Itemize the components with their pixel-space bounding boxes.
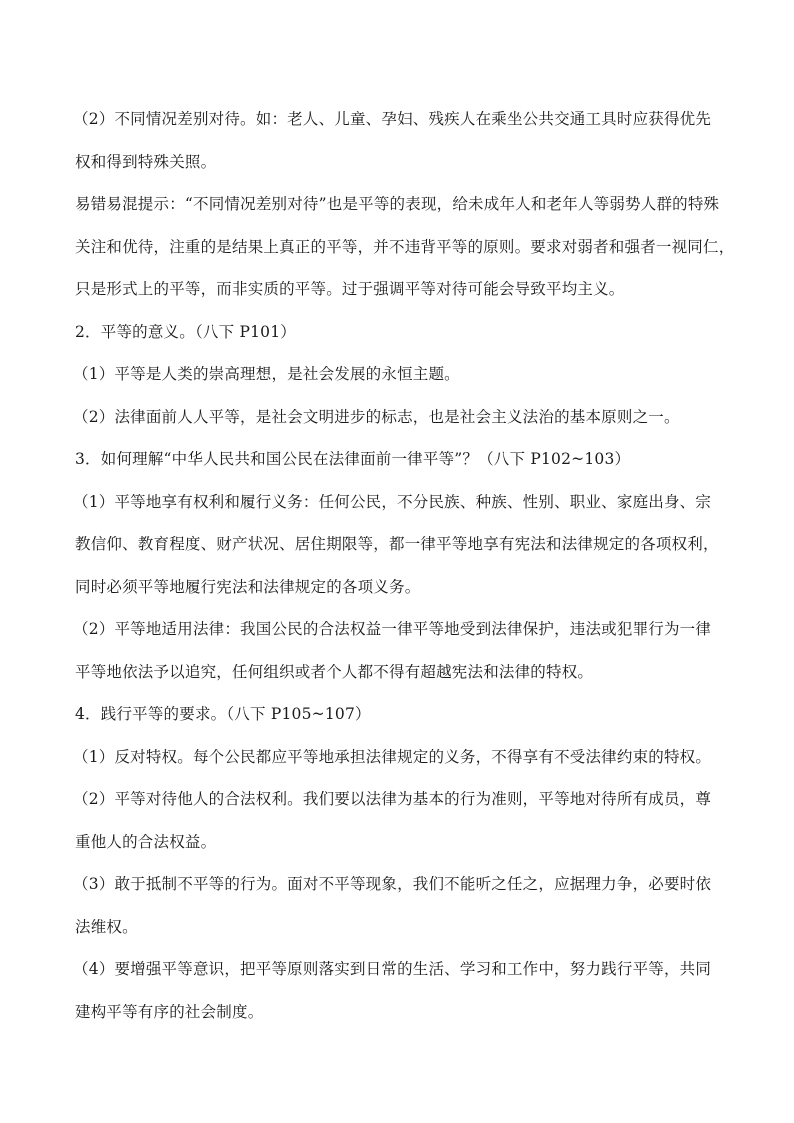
text-line: （1）反对特权。每个公民都应平等地承担法律规定的义务，不得享有不受法律约束的特权。 [73,747,712,766]
section-heading: 4．践行平等的要求。（八下 P105~107） [75,705,371,723]
text-line: （1）平等是人类的崇高理想，是社会发展的永恒主题。 [73,365,460,383]
text-line: 建构平等有序的社会制度。 [75,1002,264,1021]
text-line: 教信仰、教育程度、财产状况、居住期限等，都一律平等地享有宪法和法律规定的各项权利， [75,535,719,553]
text-line: （3）敢于抵制不平等的行为。面对不平等现象，我们不能听之任之，应据理力争，必要时依 [73,875,712,893]
text-line: 法维权。 [75,917,138,936]
text-line: （2）平等地适用法律：我国公民的合法权益一律平等地受到法律保护，违法或犯罪行为一律 [73,620,712,638]
tip-line: 关注和优待，注重的是结果上真正的平等，并不违背平等的原则。要求对弱者和强者一视同仁， [75,237,735,256]
text-line: （2）平等对待他人的合法权利。我们要以法律为基本的行为准则，平等地对待所有成员，尊 [73,790,712,808]
text-line: 同时必须平等地履行宪法和法律规定的各项义务。 [75,577,421,596]
tip-line: 只是形式上的平等，而非实质的平等。过于强调平等对待可能会导致平均主义。 [75,280,625,298]
text-line: 重他人的合法权益。 [75,832,217,851]
text-line: （1）平等地享有权利和履行义务：任何公民，不分民族、种族、性别、职业、家庭出身、宗 [73,492,712,511]
text-line: 平等地依法予以追究，任何组织或者个人都不得有超越宪法和法律的特权。 [75,662,594,681]
text-line: 权和得到特殊关照。 [75,152,217,171]
section-heading: 2．平等的意义。（八下 P101） [75,322,296,341]
tip-line: 易错易混提示：“不同情况差别对待”也是平等的表现，给未成年人和老年人等弱势人群的特殊 [75,195,720,213]
section-heading: 3．如何理解“中华人民共和国公民在法律面前一律平等”？（八下 P102~103） [75,450,631,468]
text-line: （2）法律面前人人平等，是社会文明进步的标志，也是社会主义法治的基本原则之一。 [73,407,680,426]
text-line: （2）不同情况差别对待。如：老人、儿童、孕妇、残疾人在乘坐公共交通工具时应获得优先 [73,110,712,128]
document-body [75,98,735,1033]
text-line: （4）要增强平等意识，把平等原则落实到日常的生活、学习和工作中，努力践行平等，共同 [73,960,712,978]
